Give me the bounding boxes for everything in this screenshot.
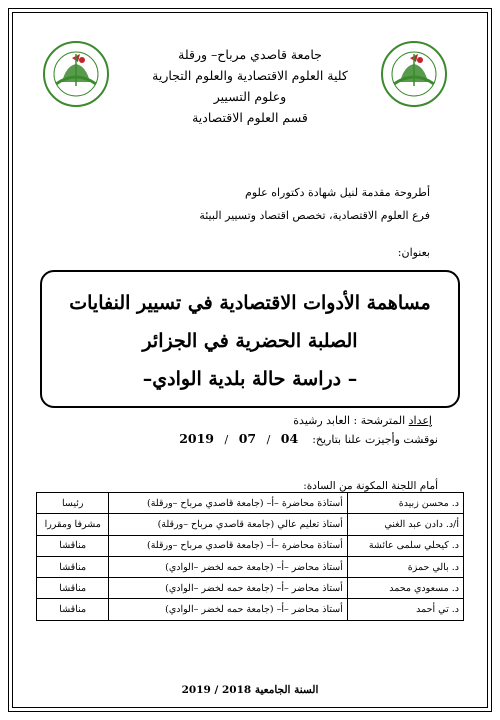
thesis-degree: أطروحة مقدمة لنيل شهادة دكتوراه علوم: [245, 186, 430, 199]
defense-day: 04: [280, 431, 299, 446]
member-role: مناقشا: [37, 578, 109, 599]
defense-label: نوقشت وأجيزت علنا بتاريخ:: [312, 433, 438, 446]
member-rank-institution: [109, 556, 347, 577]
table-row: [37, 493, 464, 514]
prepared-label: إعداد: [408, 414, 432, 427]
academic-year: [150, 684, 350, 696]
member-institution: (جامعة حمه لخضر –الوادي): [165, 582, 274, 594]
member-rank-institution: [109, 493, 347, 514]
member-rank: أستاذة محاضرة –أ–: [266, 497, 343, 509]
member-institution: (جامعة قاصدي مرباح –ورقلة): [157, 518, 275, 530]
defense-date-row: نوقشت وأجيزت علنا بتاريخ: 04 / 07 / 2019: [179, 431, 438, 446]
faculty-name-line1: كلية العلوم الاقتصادية والعلوم التجارية: [152, 68, 348, 83]
member-name: د. كيحلي سلمى عائشة: [347, 535, 463, 556]
candidate-line: [293, 414, 432, 427]
defense-month: 07: [238, 431, 257, 446]
thesis-title-line2: الصلبة الحضرية في الجزائر: [142, 330, 358, 352]
thesis-title-line1: مساهمة الأدوات الاقتصادية في تسيير النفايات: [69, 292, 431, 314]
member-name: د. تي أحمد: [347, 599, 463, 620]
university-logo-right: [380, 40, 448, 108]
department-name: قسم العلوم الاقتصادية: [192, 110, 308, 125]
member-institution: (جامعة قاصدي مرباح –ورقلة): [147, 540, 264, 552]
academic-year-value: 2018 / 2019: [181, 684, 252, 696]
member-rank-institution: [109, 514, 347, 535]
member-rank: أستاذ محاضر –أ–: [276, 582, 343, 594]
member-role: مناقشا: [37, 535, 109, 556]
thesis-branch: فرع العلوم الاقتصادية، تخصص اقتصاد وتسيير البيئة: [199, 209, 430, 222]
thesis-title-box: [40, 270, 460, 408]
thesis-title-line3: – دراسة حالة بلدية الوادي–: [142, 368, 358, 390]
table-row: [37, 535, 464, 556]
title-label: بعنوان:: [397, 246, 430, 259]
table-row: [37, 578, 464, 599]
member-role: مناقشا: [37, 599, 109, 620]
member-rank-institution: [109, 578, 347, 599]
table-row: [37, 599, 464, 620]
member-rank: أستاذ تعليم عالي: [277, 518, 343, 530]
table-row: [37, 514, 464, 535]
academic-year-label: السنة الجامعية: [254, 684, 319, 696]
member-name: د. مسعودي محمد: [347, 578, 463, 599]
committee-table: [36, 492, 464, 621]
member-institution: (جامعة حمه لخضر –الوادي): [165, 604, 274, 616]
committee-label: أمام اللجنة المكونة من السادة:: [303, 480, 438, 492]
university-name: جامعة قاصدي مرباح– ورقلة: [178, 47, 322, 62]
member-rank-institution: [109, 599, 347, 620]
faculty-name-line2: وعلوم التسيير: [213, 89, 287, 104]
member-name: د. محسن زبيدة: [347, 493, 463, 514]
university-logo-left: [42, 40, 110, 108]
member-role: مشرفا ومقررا: [37, 514, 109, 535]
member-institution: (جامعة قاصدي مرباح –ورقلة): [147, 497, 264, 509]
member-role: رئيسا: [37, 493, 109, 514]
member-rank-institution: [109, 535, 347, 556]
candidate-label: المترشحة : العابد رشيدة: [293, 414, 406, 427]
member-institution: (جامعة حمه لخضر –الوادي): [165, 561, 274, 573]
member-rank: أستاذ محاضر –أ–: [276, 561, 343, 573]
table-row: [37, 556, 464, 577]
member-role: مناقشا: [37, 556, 109, 577]
university-header: [150, 44, 350, 128]
member-rank: أستاذ محاضر –أ–: [276, 604, 343, 616]
member-name: د. بالي حمزة: [347, 556, 463, 577]
defense-year: 2019: [179, 431, 214, 446]
member-name: أ/د. دادن عبد الغني: [347, 514, 463, 535]
member-rank: أستاذة محاضرة –أ–: [266, 540, 343, 552]
